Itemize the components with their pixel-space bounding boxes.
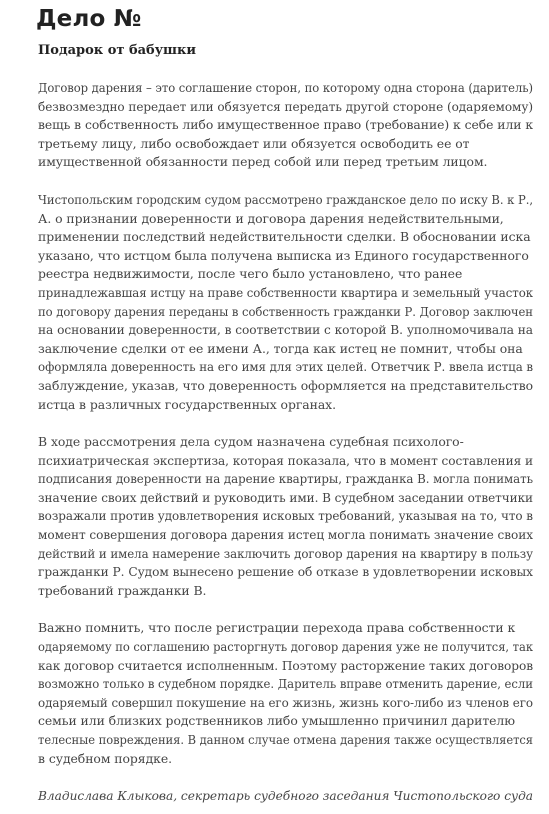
paragraph-line: имущественной обязанности перед собой или перед третьим лицом. [38, 154, 488, 170]
paragraph-line: применении последствий недействительности сделки. В обосновании иска [38, 229, 531, 245]
page-title: Дело № [36, 6, 142, 32]
article-subtitle: Подарок от бабушки [38, 43, 197, 58]
paragraph-line: гражданки Р. Судом вынесено решение об отказе в удовлетворении исковых [38, 564, 533, 580]
paragraph-line: заключение сделки от ее имени А., тогда как истец не помнит, чтобы она [38, 340, 523, 356]
paragraph-line: значение своих действий и руководить ими. В судебном заседании ответчики [38, 489, 533, 505]
paragraph-line: действий и имела намерение заключить договор дарения на квартиру в пользу [38, 545, 534, 561]
paragraph-line: заблуждение, указав, что доверенность оформляется на представительство [38, 377, 533, 393]
paragraph-line: телесные повреждения. В данном случае отмена дарения также осуществляется [38, 732, 534, 747]
paragraph-line: безвозмездно передает или обязуется передать другой стороне (одаряемому) [38, 98, 534, 114]
paragraph-line: А. о признании доверенности и договора дарения недействительными, [38, 210, 504, 226]
paragraph-line: возражали против удовлетворения исковых требований, указывая на то, что в [38, 508, 533, 524]
paragraph-line: в судебном порядке. [38, 750, 173, 766]
article-paragraph [38, 433, 534, 600]
paragraph-line: семьи или близких родственников либо умышленно причинил дарителю [38, 713, 515, 729]
paragraph-line: требований гражданки В. [38, 582, 207, 598]
article-paragraph [38, 79, 534, 172]
paragraph-line: подписания доверенности на дарение квартиры, гражданка В. могла понимать [38, 471, 533, 487]
paragraph-line: истца в различных государственных органах. [38, 396, 336, 412]
paragraph-line: реестра недвижимости, после чего было установлено, что ранее [38, 266, 463, 282]
paragraph-line: по договору дарения переданы в собственность гражданки Р. Договор заключен [38, 303, 533, 319]
paragraph-line: указано, что истцом была получена выписка из Единого государственного [38, 247, 529, 263]
paragraph-line: как договор считается исполненным. Поэтому расторжение таких договоров [38, 657, 533, 673]
paragraph-line: Договор дарения – это соглашение сторон, по которому одна сторона (даритель) [38, 80, 534, 95]
paragraph-line: оформляла доверенность на его имя для этих целей. Ответчик Р. ввела истца в [38, 359, 534, 375]
paragraph-line: одаряемому по соглашению расторгнуть договор дарения уже не получится, так [38, 639, 533, 655]
paragraph-line: третьему лицу, либо освобождает или обязуется освободить ее от [38, 135, 470, 151]
author-signature: Владислава Клыкова, секретарь судебного заседания Чистопольского суда [38, 789, 534, 804]
article-paragraph [38, 619, 534, 768]
paragraph-line: В ходе рассмотрения дела судом назначена судебная психолого- [38, 434, 464, 450]
paragraph-line: Чистопольским городским судом рассмотрено гражданское дело по иску В. к Р., [38, 191, 533, 207]
paragraph-line: принадлежавшая истцу на праве собственности квартира и земельный участок [38, 284, 533, 300]
article-body [38, 79, 534, 768]
paragraph-line: возможно только в судебном порядке. Даритель вправе отменить дарение, если [38, 676, 533, 692]
paragraph-line: психиатрическая экспертиза, которая показала, что в момент составления и [38, 452, 534, 468]
article-paragraph [38, 191, 534, 414]
paragraph-line: одаряемый совершил покушение на его жизнь, жизнь кого-либо из членов его [38, 694, 533, 710]
paragraph-line: на основании доверенности, в соответствии с которой В. уполномочивала на [38, 322, 534, 338]
paragraph-line: момент совершения договора дарения истец могла понимать значение своих [38, 527, 533, 543]
paragraph-line: Важно помнить, что после регистрации перехода права собственности к [38, 620, 516, 636]
paragraph-line: вещь в собственность либо имущественное право (требование) к себе или к [38, 117, 534, 133]
